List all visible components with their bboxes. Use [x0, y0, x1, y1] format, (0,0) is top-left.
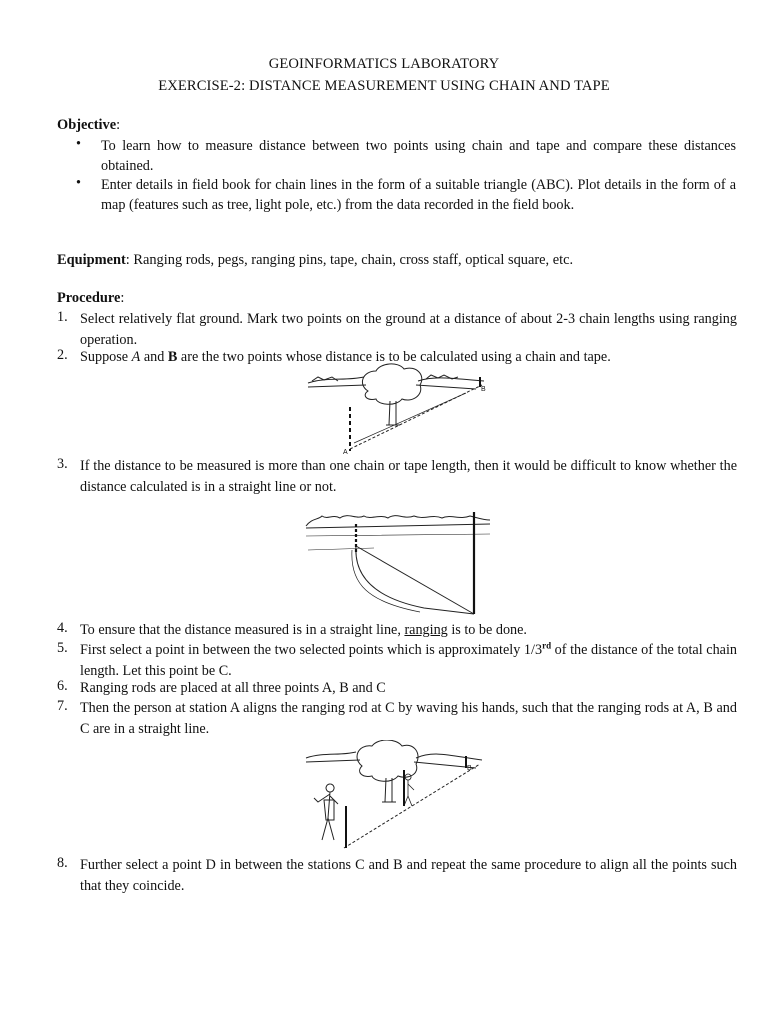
point-b-label: B	[167, 349, 178, 365]
figure-long-distance	[304, 506, 492, 618]
step-text-part: First select a point in between the two selected points which is approximately 1/3	[80, 642, 543, 658]
step-number: 1.	[57, 309, 68, 325]
step-number: 7.	[57, 698, 68, 714]
figure-label-b: B	[481, 386, 486, 393]
step-text: Further select a point D in between the stations C and B and repeat the same procedure to align all the points such that they coincide.	[80, 857, 737, 894]
objective-colon: :	[116, 117, 121, 133]
point-a-label: A	[131, 349, 141, 365]
figure-label-a: A	[343, 449, 348, 455]
step-text-part: of the distance of the total chain length. Let this point be C.	[80, 642, 737, 679]
horizon-line	[306, 524, 490, 528]
step-text-part: To ensure that the distance measured is in a straight line,	[80, 622, 405, 638]
step-number: 4.	[57, 620, 68, 636]
procedure-colon: :	[120, 290, 125, 306]
objective-bullet-text: To learn how to measure distance between two points using chain and tape and compare these distances obtained.	[101, 138, 736, 174]
lab-title: GEOINFORMATICS LABORATORY	[268, 56, 500, 72]
equipment-label: Equipment	[57, 252, 126, 268]
step-text-part: are the two points whose distance is to be calculated using a chain and tape.	[177, 349, 611, 365]
ranging-term: ranging	[404, 622, 448, 638]
assistant-figure	[404, 774, 414, 806]
bullet-icon: •	[76, 175, 81, 191]
step-number: 8.	[57, 855, 68, 871]
step-number: 6.	[57, 678, 68, 694]
sight-line	[356, 546, 474, 614]
tree-crown	[357, 740, 418, 781]
step-text: Ranging rods are placed at all three points A, B and C	[80, 680, 386, 696]
figure-ranging-alignment	[304, 740, 486, 852]
step-text: Select relatively flat ground. Mark two points on the ground at a distance of about 2-3 chain lengths using ranging operation.	[80, 311, 737, 348]
step-text	[80, 620, 737, 641]
equipment-line	[57, 252, 573, 269]
step-text-part: is to be done.	[447, 622, 527, 638]
step-text: If the distance to be measured is more than one chain or tape length, then it would be difficult to know whether the distance calculated is in a straight line or not.	[80, 458, 737, 495]
step-number: 5.	[57, 640, 68, 656]
tree-crown	[362, 364, 421, 404]
procedure-heading	[57, 290, 124, 307]
field-lines	[306, 534, 490, 550]
figure-tree-points-ab	[306, 363, 486, 455]
exercise-title: EXERCISE-2: DISTANCE MEASUREMENT USING CHAIN AND TAPE	[158, 78, 610, 94]
objective-bullet-text: Enter details in field book for chain lines in the form of a suitable triangle (ABC). Plot details in the form of a map (features such as tree, light pole, etc.) from the data recorded in the field book.	[101, 177, 736, 213]
figure-label-b: B	[467, 765, 472, 772]
step-text: Then the person at station A aligns the ranging rod at C by waving his hands, such that the ranging rods at A, B and C are in a straight line.	[80, 700, 737, 737]
step-text-part: Suppose	[80, 349, 132, 365]
step-text	[80, 640, 737, 681]
objective-label: Objective	[57, 117, 117, 133]
equipment-text: : Ranging rods, pegs, ranging pins, tape, chain, cross staff, optical square, etc.	[125, 252, 574, 268]
ordinal-suffix: rd	[542, 640, 552, 651]
horizon-line	[306, 752, 482, 768]
objective-heading	[57, 117, 120, 134]
person-figure	[314, 784, 338, 840]
curved-path-edge	[352, 550, 420, 612]
procedure-label: Procedure	[57, 290, 121, 306]
step-number: 2.	[57, 347, 68, 363]
step-text-part: and	[140, 349, 168, 365]
step-number: 3.	[57, 456, 68, 472]
bullet-icon: •	[76, 136, 81, 152]
